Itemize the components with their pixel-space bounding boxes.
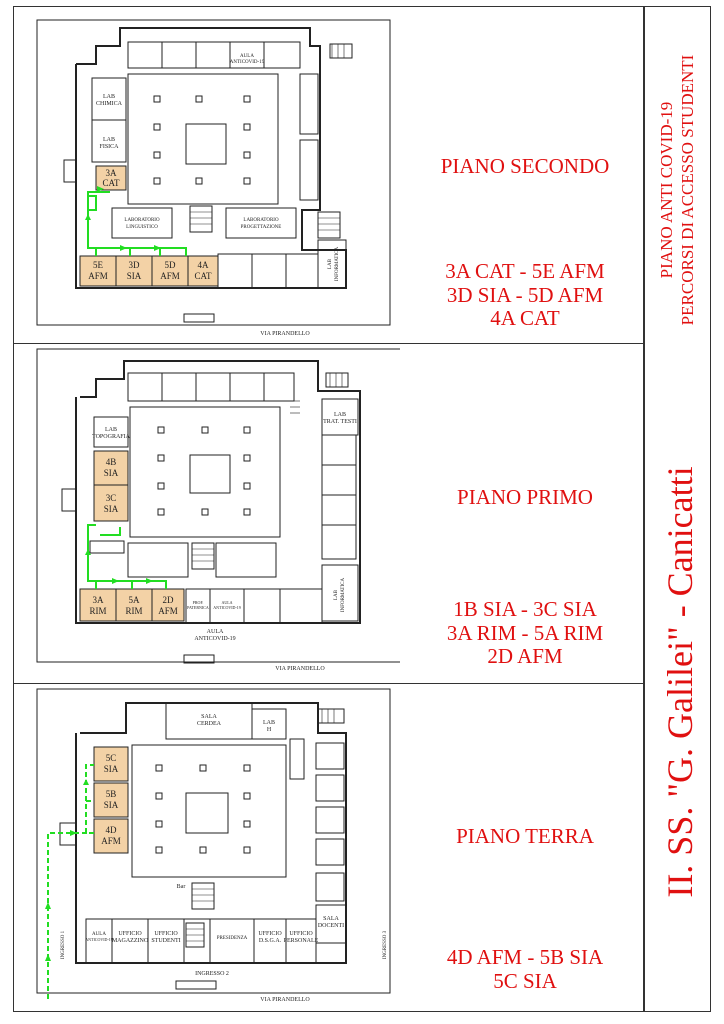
label-aula-small-2: ANTICOVID-19 <box>213 605 241 610</box>
side-plan-title <box>656 40 698 340</box>
label-ingresso-1: INGRESSO 1 <box>61 930 66 960</box>
floor-classes-primo-line1: 1B SIA - 3C SIA <box>453 597 597 621</box>
label-aula-primo-1: AULA <box>206 629 224 635</box>
label-lab-inf-2: INFORMATICA <box>335 246 340 282</box>
floor-classes-secondo-line1: 3A CAT - 5E AFM <box>445 259 605 283</box>
label-aula-1: AULA <box>240 54 254 59</box>
label-aula-small-1: AULA <box>221 600 233 605</box>
floor-plan-terra <box>0 683 400 1013</box>
label-lab-fisica-2: FISICA <box>99 144 119 150</box>
floor-title-secondo: PIANO SECONDO <box>440 154 610 178</box>
room-5e-afm-2: AFM <box>88 271 108 281</box>
label-aula-2: ANTICOVID-19 <box>229 60 265 65</box>
room-3d-sia-1: 3D <box>128 260 140 270</box>
label-aula-terra-1: AULA <box>92 932 106 937</box>
floor-classes-secondo-line2: 3D SIA - 5D AFM <box>446 282 604 307</box>
room-4d-afm-1: 4D <box>105 825 117 835</box>
room-5d-afm-2: AFM <box>160 271 180 281</box>
floor-classes-primo-line3: 2D AFM <box>487 644 563 669</box>
label-uff-mag-1: UFFICIO <box>118 931 142 937</box>
label-lab-h-2: H <box>266 727 272 733</box>
label-sala-doc-2: DOCENTI <box>317 923 345 929</box>
floor-classes-secondo-line3: 4A CAT <box>490 306 560 331</box>
floor-plan-secondo <box>0 0 400 343</box>
label-lab-h-1: LAB <box>263 720 275 726</box>
label-aula-primo-2: ANTICOVID-19 <box>194 636 236 642</box>
label-lab-inf-1: LAB <box>328 259 333 269</box>
room-4a-cat-1: 4A <box>197 260 209 270</box>
label-lab-inf-primo-1: LAB <box>334 590 339 600</box>
room-2d-afm-2: AFM <box>158 606 178 616</box>
floor-classes-terra-line1: 4D AFM - 5B SIA <box>446 945 604 969</box>
floor-classes-primo <box>405 598 645 669</box>
room-3c-sia-2: SIA <box>103 504 119 514</box>
room-3a-rim-1: 3A <box>92 595 104 605</box>
room-5c-sia-1: 5C <box>105 753 117 763</box>
label-uff-dsga-1: UFFICIO <box>258 931 282 937</box>
floor-classes-primo-line2: 3A RIM - 5A RIM <box>446 620 604 645</box>
room-4b-sia-2: SIA <box>103 468 119 478</box>
room-4d-afm-2: AFM <box>101 836 121 846</box>
label-prof-2: PATERNICA <box>187 605 209 610</box>
room-5a-rim-2: RIM <box>125 606 143 616</box>
label-prof-1: PROF. <box>192 600 204 605</box>
room-3a-rim-2: RIM <box>89 606 107 616</box>
room-5e-afm-1: 5E <box>93 260 103 270</box>
label-lab-tt-1: LAB <box>334 412 346 418</box>
side-plan-line1: PIANO ANTI COVID-19 <box>657 101 676 279</box>
street-label-3: VIA PIRANDELLO <box>260 997 310 1003</box>
room-4b-sia-1: 4B <box>105 457 117 467</box>
room-5b-sia-2: SIA <box>103 800 119 810</box>
label-lab-chimica-2: CHIMICA <box>95 101 123 107</box>
label-ingresso-3: INGRESSO 3 <box>383 930 388 960</box>
label-ingresso-2: INGRESSO 2 <box>195 971 229 977</box>
side-plan-line2: PERCORSI DI ACCESSO STUDENTI <box>678 54 697 326</box>
label-sala-cerdea-2: CERDEA <box>197 721 221 727</box>
room-5a-rim-1: 5A <box>128 595 140 605</box>
side-school-name: II. SS. "G. Galilei" - Canicatti <box>660 466 700 898</box>
room-3a-cat-2: CAT <box>102 178 120 188</box>
room-5d-afm-1: 5D <box>164 260 176 270</box>
label-lab-prog-2: PROGETTAZIONE <box>240 225 282 230</box>
label-lab-fisica-1: LAB <box>103 137 115 143</box>
label-lab-tt-2: TRAT. TESTI <box>323 419 357 425</box>
label-sala-cerdea-1: SALA <box>201 714 217 720</box>
label-lab-ling-1: LABORATORIO <box>124 218 160 223</box>
label-aula-terra-2: ANTICOVID-19 <box>85 937 113 942</box>
label-lab-topo-2: TOPOGRAFIA <box>92 434 130 440</box>
label-uff-mag-2: MAGAZZINO <box>111 938 149 944</box>
label-lab-ling-2: LINGUISTICO <box>126 225 158 230</box>
label-lab-chimica-1: LAB <box>103 94 115 100</box>
label-presidenza: PRESIDENZA <box>216 936 248 941</box>
room-4a-cat-2: CAT <box>194 271 212 281</box>
room-3c-sia-1: 3C <box>105 493 117 503</box>
room-3d-sia-2: SIA <box>126 271 142 281</box>
room-5b-sia-1: 5B <box>105 789 117 799</box>
label-lab-topo-1: LAB <box>105 427 117 433</box>
label-uff-pers-1: UFFICIO <box>289 931 313 937</box>
label-uff-stu-1: UFFICIO <box>154 931 178 937</box>
floor-classes-terra-line2: 5C SIA <box>493 968 557 993</box>
floor-classes-secondo <box>405 260 645 331</box>
label-uff-stu-2: STUDENTI <box>151 938 181 944</box>
floor-title-primo: PIANO PRIMO <box>457 485 593 509</box>
floor-classes-terra <box>405 946 645 993</box>
label-uff-dsga-2: D.S.G.A. <box>258 938 282 944</box>
label-uff-pers-2: PERSONALE <box>283 938 319 944</box>
label-lab-inf-primo-2: INFORMATICA <box>341 577 346 613</box>
street-label-2: VIA PIRANDELLO <box>275 666 325 672</box>
room-2d-afm-1: 2D <box>162 595 174 605</box>
street-label-1: VIA PIRANDELLO <box>260 331 310 337</box>
label-sala-doc-1: SALA <box>323 916 339 922</box>
room-5c-sia-2: SIA <box>103 764 119 774</box>
floor-plan-primo <box>0 343 400 683</box>
floor-title-terra: PIANO TERRA <box>456 824 594 848</box>
label-bar: Bar <box>176 884 186 890</box>
room-3a-cat-1: 3A <box>105 168 117 178</box>
label-lab-prog-1: LABORATORIO <box>243 218 279 223</box>
